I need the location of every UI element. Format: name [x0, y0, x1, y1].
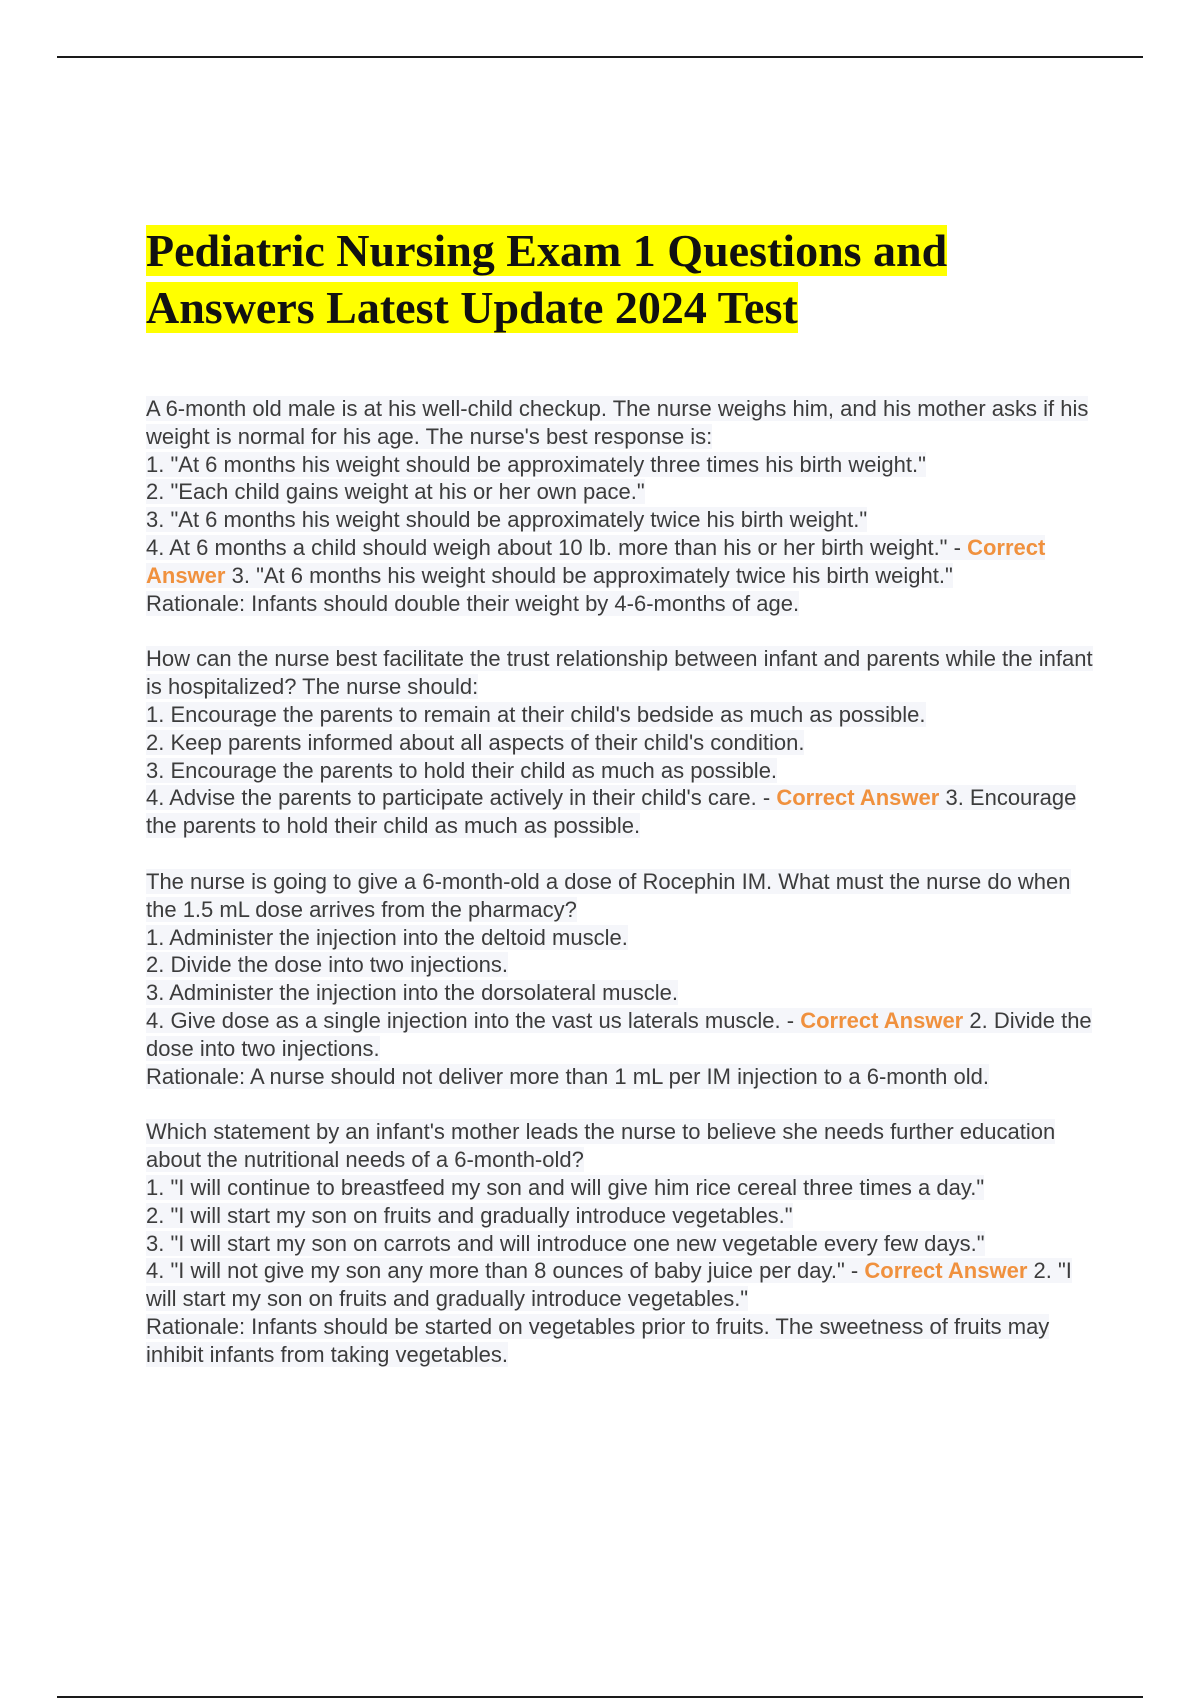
option: 3. "At 6 months his weight should be approximately twice his birth weight." [146, 507, 868, 533]
option: 4. At 6 months a child should weigh about 10 lb. more than his or her birth weight." - [146, 534, 961, 560]
rationale: Rationale: Infants should double their weight by 4-6-months of age. [146, 590, 800, 616]
option-with-answer [146, 534, 1096, 590]
correct-answer-label: Correct Answer [864, 1258, 1028, 1284]
rationale: Rationale: Infants should be started on vegetables prior to fruits. The sweetness of fruits may inhibit infants from taking vegetables. [146, 1313, 1050, 1367]
option: 2. Divide the dose into two injections. [146, 952, 508, 978]
qa-item [146, 868, 1096, 1090]
correct-answer-label: Correct Answer [776, 785, 940, 811]
option: 3. Encourage the parents to hold their child as much as possible. [146, 757, 778, 783]
qa-item [146, 395, 1096, 617]
option: 3. Administer the injection into the dorsolateral muscle. [146, 980, 678, 1006]
answer-text: 2. "I will start my son on fruits and gradually introduce vegetables." [146, 1258, 1072, 1312]
option: 3. "I will start my son on carrots and will introduce one new vegetable every few days." [146, 1230, 985, 1256]
question-stem: Which statement by an infant's mother leads the nurse to believe she needs further education about the nutritional needs of a 6-month-old? [146, 1119, 1056, 1173]
correct-answer-label: Correct Answer [146, 534, 1046, 588]
rationale: Rationale: A nurse should not deliver more than 1 mL per IM injection to a 6-month old. [146, 1063, 989, 1089]
question-stem: A 6-month old male is at his well-child checkup. The nurse weighs him, and his mother asks if his weight is normal for his age. The nurse's best response is: [146, 396, 1089, 449]
answer-text: 3. Encourage the parents to hold their child as much as possible. [146, 785, 1077, 839]
title-highlight: Pediatric Nursing Exam 1 Questions and Answers Latest Update 2024 Test [146, 225, 948, 333]
option-with-answer [146, 784, 1096, 840]
option: 4. "I will not give my son any more than 8 ounces of baby juice per day." - [146, 1258, 859, 1284]
footer-rule [57, 1696, 1143, 1698]
option-with-answer [146, 1007, 1096, 1063]
qa-list [146, 395, 1096, 1397]
option: 1. "I will continue to breastfeed my son and will give him rice cereal three times a day." [146, 1174, 985, 1200]
option: 2. "Each child gains weight at his or her own pace." [146, 479, 645, 505]
qa-item [146, 1118, 1096, 1368]
answer-text: 2. Divide the dose into two injections. [146, 1007, 1092, 1061]
option: 2. Keep parents informed about all aspects of their child's condition. [146, 729, 805, 755]
option: 1. "At 6 months his weight should be approximately three times his birth weight." [146, 451, 926, 477]
header-rule [57, 56, 1143, 58]
option-with-answer [146, 1257, 1096, 1313]
question-stem: The nurse is going to give a 6-month-old a dose of Rocephin IM. What must the nurse do when the 1.5 mL dose arrives from the pharmacy? [146, 868, 1071, 922]
option: 4. Advise the parents to participate actively in their child's care. - [146, 785, 771, 811]
option: 1. Encourage the parents to remain at their child's bedside as much as possible. [146, 701, 926, 727]
option: 4. Give dose as a single injection into the vast us laterals muscle. - [146, 1007, 795, 1033]
qa-item [146, 645, 1096, 840]
answer-text: 3. "At 6 months his weight should be approximately twice his birth weight." [231, 562, 953, 588]
option: 2. "I will start my son on fruits and gradually introduce vegetables." [146, 1202, 793, 1228]
question-stem: How can the nurse best facilitate the trust relationship between infant and parents while the infant is hospitalized? The nurse should: [146, 646, 1093, 700]
correct-answer-label: Correct Answer [800, 1007, 964, 1033]
option: 1. Administer the injection into the deltoid muscle. [146, 924, 628, 950]
document-title [146, 222, 1096, 336]
